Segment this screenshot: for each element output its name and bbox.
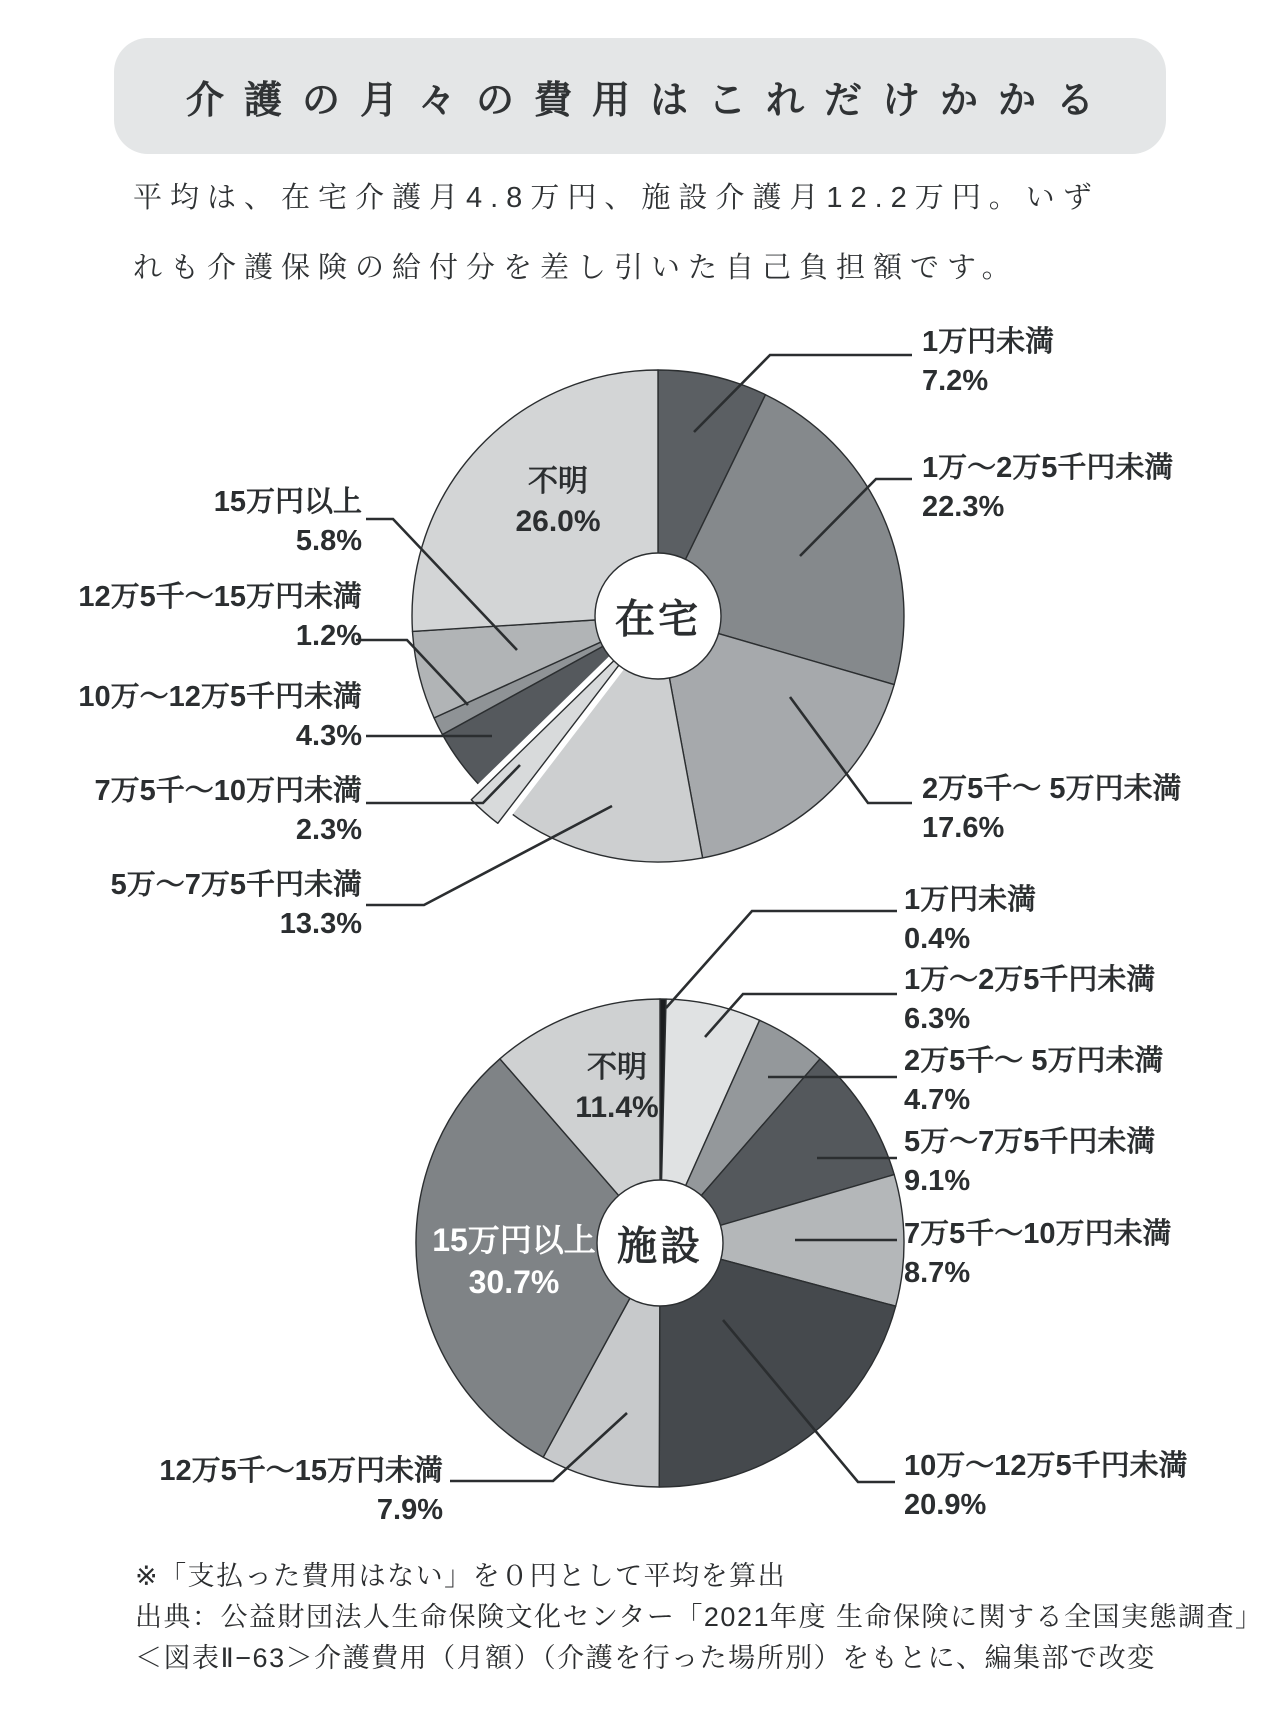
subtitle-line-1: 平均は、在宅介護月4.8万円、施設介護月12.2万円。いず — [133, 182, 1100, 214]
home-label-75k-100k — [94, 772, 362, 850]
subtitle-line-2: れも介護保険の給付分を差し引いた自己負担額です。 — [133, 252, 1019, 284]
label-pct: 26.0% — [515, 505, 601, 538]
page-title: 介護の月々の費用はこれだけかかる — [185, 79, 1114, 122]
label-pct: 5.8% — [295, 525, 362, 557]
facility-label-75k-100k — [904, 1215, 1172, 1293]
label-pct: 30.7% — [468, 1264, 560, 1300]
label-text: 7万5千〜10万円未満 — [904, 1218, 1172, 1250]
facility-inside-label-unknown — [575, 1048, 658, 1128]
home-label-50k-75k — [111, 866, 362, 944]
label-text: 5万〜7万5千円未満 — [904, 1126, 1156, 1158]
label-text: 5万〜7万5千円未満 — [110, 869, 362, 901]
label-text: 7万5千〜10万円未満 — [94, 775, 362, 807]
facility-pie-center-label: 施設 — [617, 1224, 703, 1269]
label-text: 12万5千〜15万円未満 — [78, 581, 362, 613]
home-inside-label-unknown — [515, 462, 600, 542]
footnote-line-1: ※「支払った費用はない」を０円として平均を算出 — [135, 1561, 787, 1591]
facility-label-25k-50k — [904, 1042, 1163, 1120]
footnote-line-3: ＜図表Ⅱ−63＞介護費用（月額）（介護を行った場所別）をもとに、編集部で改変 — [135, 1643, 1156, 1673]
footnote-line-2: 出典：公益財団法人生命保険文化センター「2021年度 生命保険に関する全国実態調査」 — [135, 1602, 1264, 1632]
label-text: 不明 — [586, 1051, 647, 1084]
label-pct: 1.2% — [295, 620, 362, 652]
home-label-over-150k — [214, 483, 362, 561]
label-pct: 7.9% — [376, 1494, 443, 1526]
home-label-10k-25k — [922, 449, 1173, 527]
label-pct: 4.3% — [295, 720, 362, 752]
facility-inside-label-over-150k — [432, 1219, 596, 1303]
label-text: 10万〜12万5千円未満 — [904, 1450, 1188, 1482]
label-text: 不明 — [527, 465, 588, 498]
label-text: 1万円未満 — [922, 326, 1055, 358]
home-label-100k-125k — [78, 678, 362, 756]
label-pct: 6.3% — [904, 1003, 971, 1035]
label-pct: 17.6% — [922, 812, 1005, 844]
facility-label-125k-150k — [159, 1452, 443, 1530]
label-text: 2万5千〜 5万円未満 — [904, 1045, 1164, 1077]
label-text: 2万5千〜 5万円未満 — [922, 773, 1182, 805]
label-pct: 22.3% — [922, 491, 1005, 523]
facility-label-50k-75k — [904, 1123, 1155, 1201]
label-text: 10万〜12万5千円未満 — [78, 681, 362, 713]
label-pct: 2.3% — [295, 814, 362, 846]
home-label-under-10k — [922, 323, 1054, 401]
label-pct: 20.9% — [904, 1489, 987, 1521]
label-text: 1万〜2万5千円未満 — [904, 964, 1156, 996]
facility-label-100k-125k — [904, 1447, 1188, 1525]
label-pct: 8.7% — [904, 1257, 971, 1289]
label-text: 12万5千〜15万円未満 — [159, 1455, 443, 1487]
label-text: 15万円以上 — [432, 1222, 596, 1258]
home-pie-center-label: 在宅 — [615, 597, 701, 642]
label-pct: 13.3% — [279, 908, 362, 940]
label-pct: 4.7% — [904, 1084, 971, 1116]
label-pct: 7.2% — [922, 365, 989, 397]
facility-label-under-10k — [904, 881, 1036, 959]
label-text: 1万円未満 — [904, 884, 1037, 916]
home-label-25k-50k — [922, 770, 1181, 848]
home-label-125k-150k — [78, 578, 362, 656]
label-text: 1万〜2万5千円未満 — [922, 452, 1174, 484]
label-text: 15万円以上 — [213, 486, 362, 518]
label-pct: 11.4% — [575, 1091, 659, 1124]
label-pct: 9.1% — [904, 1165, 971, 1197]
label-pct: 0.4% — [904, 923, 971, 955]
source-footnote — [135, 1556, 1263, 1679]
facility-label-10k-25k — [904, 961, 1155, 1039]
